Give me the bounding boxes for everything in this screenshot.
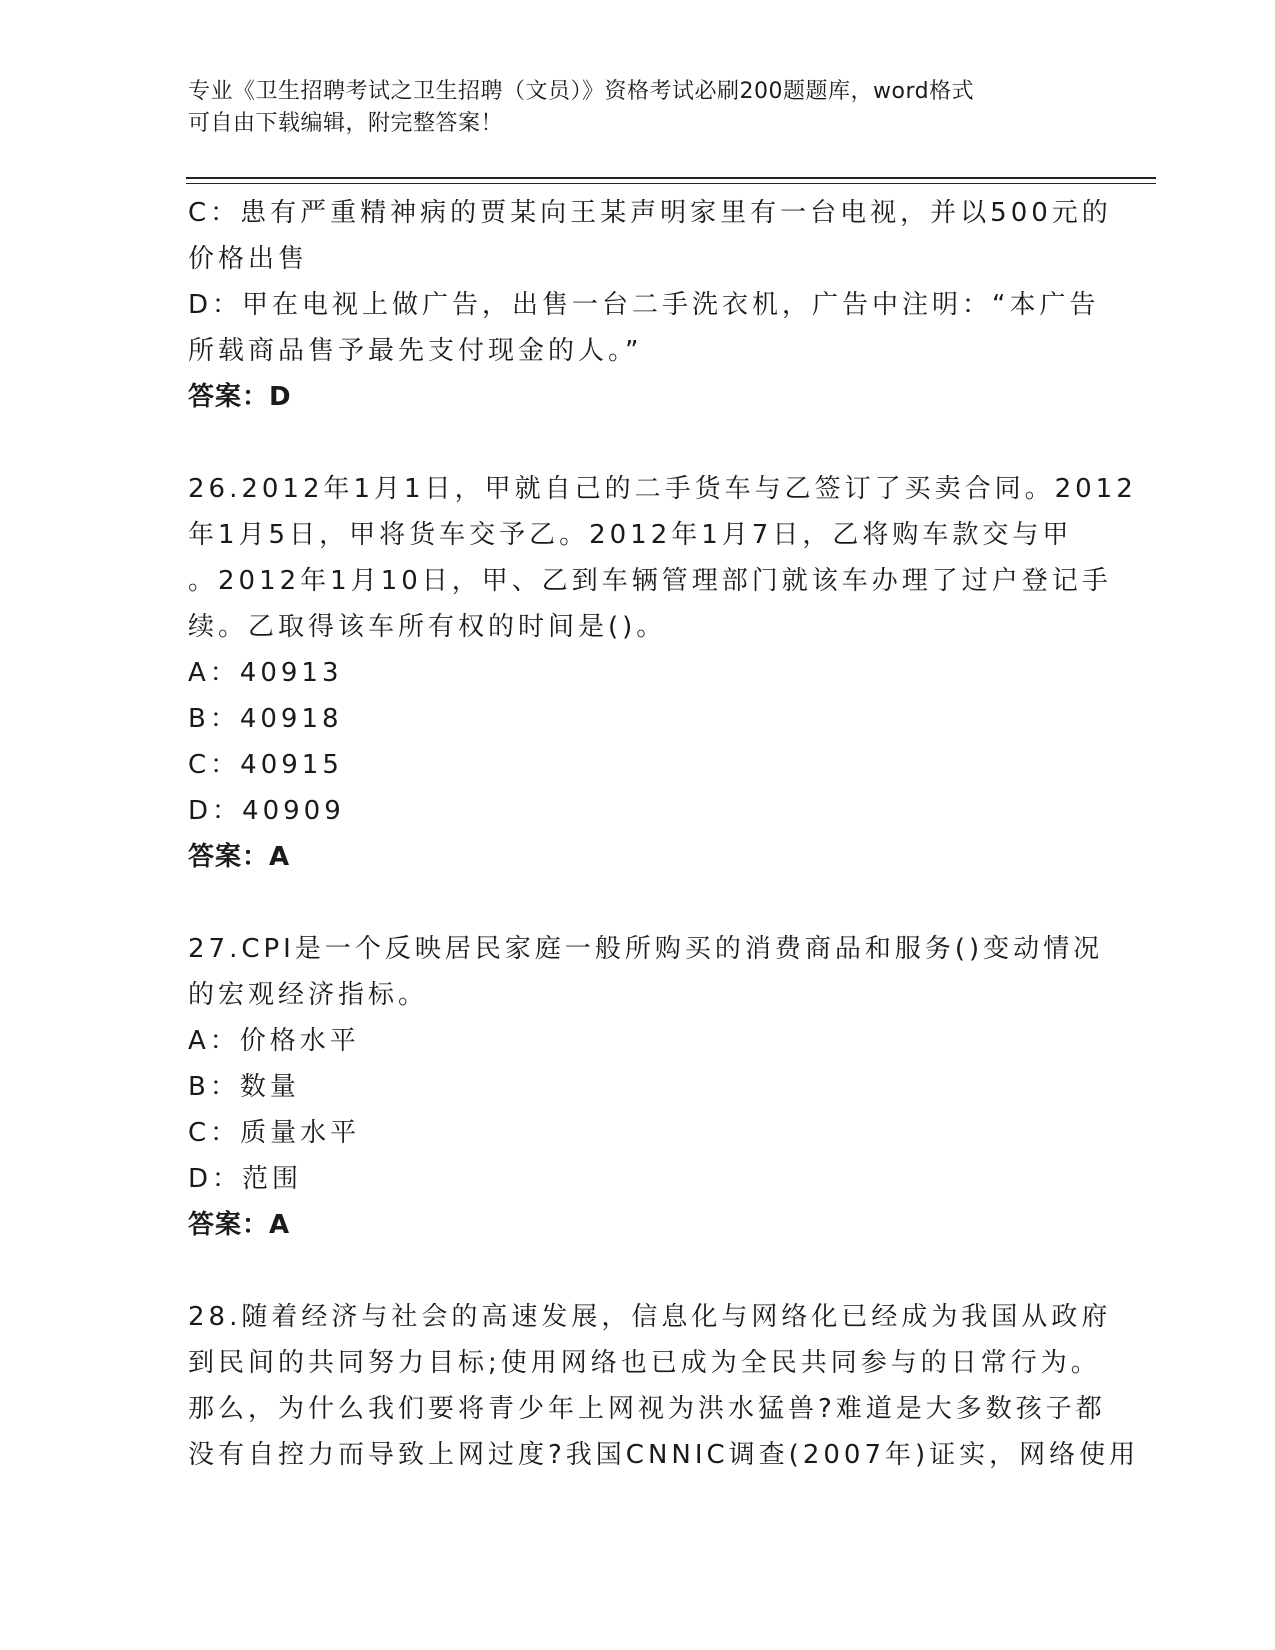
spacer <box>188 1248 1088 1294</box>
question-25-tail <box>188 190 1112 420</box>
option-b: B：40918 <box>188 704 343 734</box>
option-b: B：数量 <box>188 1072 300 1102</box>
option-c: C：质量水平 <box>188 1118 361 1148</box>
option-d-line-2: 所载商品售予最先支付现金的人。” <box>188 336 643 366</box>
option-a: A：40913 <box>188 658 343 688</box>
question-stem-line: 那么，为什么我们要将青少年上网视为洪水猛兽?难道是大多数孩子都 <box>188 1394 1106 1424</box>
question-stem-line: 。2012年1月10日，甲、乙到车辆管理部门就该车办理了过户登记手 <box>188 566 1112 596</box>
answer-26: 答案：A <box>188 842 291 872</box>
question-28 <box>188 1294 1140 1478</box>
answer-27: 答案：A <box>188 1210 291 1240</box>
question-27 <box>188 926 1104 1248</box>
option-d: D：40909 <box>188 796 345 826</box>
option-c-line-1: C：患有严重精神病的贾某向王某声明家里有一台电视，并以500元的 <box>188 198 1112 228</box>
option-c-line-2: 价格出售 <box>188 244 309 274</box>
question-stem-line: 26.2012年1月1日，甲就自己的二手货车与乙签订了买卖合同。2012 <box>188 474 1137 504</box>
option-d-line-1: D：甲在电视上做广告，出售一台二手洗衣机，广告中注明：“本广告 <box>188 290 1100 320</box>
question-stem-line: 的宏观经济指标。 <box>188 980 429 1010</box>
question-stem-line: 没有自控力而导致上网过度?我国CNNIC调查(2007年)证实，网络使用 <box>188 1440 1140 1470</box>
question-stem-line: 27.CPI是一个反映居民家庭一般所购买的消费商品和服务()变动情况 <box>188 934 1104 964</box>
option-d: D：范围 <box>188 1164 303 1194</box>
question-stem-line: 续。乙取得该车所有权的时间是()。 <box>188 612 667 642</box>
header-line-1: 专业《卫生招聘考试之卫生招聘（文员）》资格考试必刷200题题库，word格式 <box>188 79 975 104</box>
spacer <box>188 880 1088 926</box>
header-divider-thin <box>186 183 1156 184</box>
question-26 <box>188 466 1137 880</box>
spacer <box>188 420 1088 466</box>
header-divider-thick <box>186 177 1156 179</box>
header-line-2: 可自由下载编辑，附完整答案！ <box>188 111 504 136</box>
answer-25: 答案：D <box>188 382 292 412</box>
option-c: C：40915 <box>188 750 343 780</box>
option-a: A：价格水平 <box>188 1026 360 1056</box>
question-stem-line: 28.随着经济与社会的高速发展，信息化与网络化已经成为我国从政府 <box>188 1302 1112 1332</box>
page-header <box>188 76 1068 140</box>
question-stem-line: 到民间的共同努力目标;使用网络也已成为全民共同参与的日常行为。 <box>188 1348 1101 1378</box>
question-stem-line: 年1月5日，甲将货车交予乙。2012年1月7日，乙将购车款交与甲 <box>188 520 1073 550</box>
question-content <box>188 190 1140 1478</box>
